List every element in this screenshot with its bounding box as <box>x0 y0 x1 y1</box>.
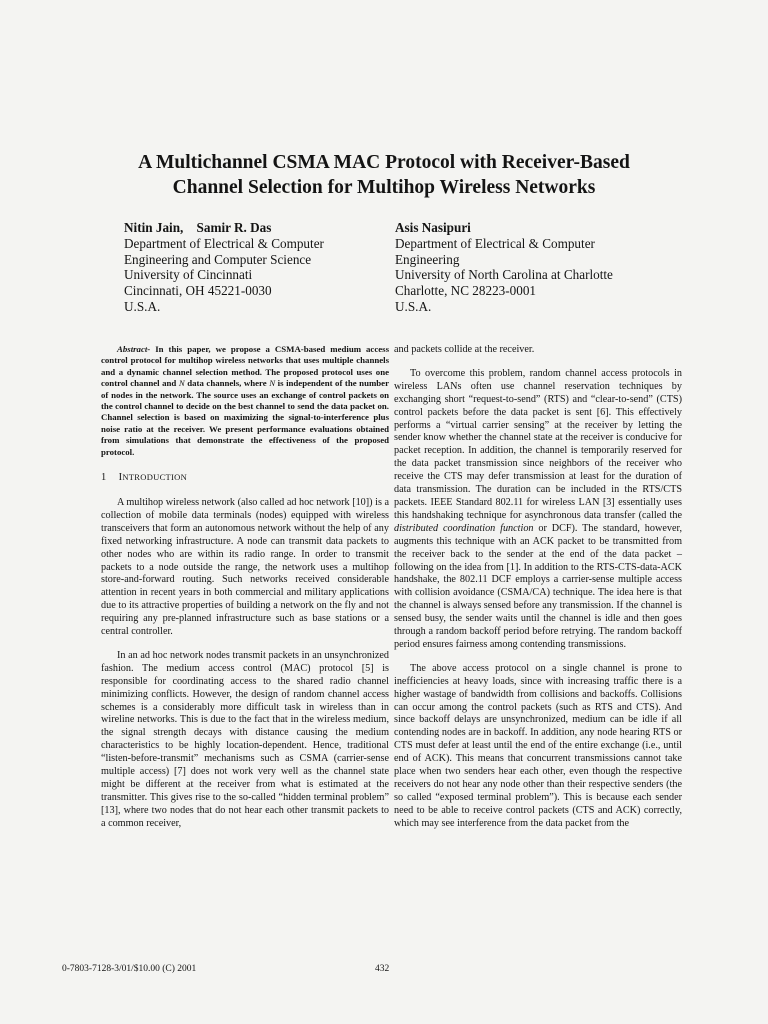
author-names-right: Asis Nasipuri <box>395 220 471 235</box>
body-paragraph: A multihop wireless network (also called ad hoc network [10]) is a collection of mobile data terminals (nodes) equipped with wireless transceivers that form an autonomous network without the help of any fixed networking infrastructure. A node can transmit data packets to other nodes who are within its radio range. In order to transmit packets to a node outside the range, the network uses a multihop store-and-forward routing. Such networks received considerable attention in recent years in both commercial and military applications due to its attractive properties of building a network on the fly and not requiring any pre-planned infrastructure such as base stations or a central controller. <box>101 496 389 638</box>
footer-isbn: 0-7803-7128-3/01/$10.00 (C) 2001 <box>62 964 197 974</box>
section-title-initial: I <box>118 472 123 484</box>
body-paragraph: In an ad hoc network nodes transmit packets in an unsynchronized fashion. The medium access control (MAC) protocol [5] is responsible for coordinating access to the shared radio channel minimizing conflicts. However, the design of random channel access schemes is a considerably more difficult task in wireless than in wireline networks. This is due to the fact that in the wireless medium, the signal strength decays with distance causing the medium characteristics to be highly location-dependent. Hence, traditional “listen-before-transmit” mechanisms such as CSMA (carrier-sense multiple access) [7] does not work very well as the channel state might be different at the receiver from what is estimated at the transmitter. This gives rise to the so-called “hidden terminal problem” [13], where two nodes that do not hear each other transmit packets to a common receiver, <box>101 649 389 829</box>
body-paragraph: The above access protocol on a single channel is prone to inefficiencies at heavy loads, since with increasing traffic there is a higher wastage of bandwidth from collisions and backoffs. Collisions can occur among the control packets (such as RTS and CTS). And since backoff delays are unsynchronized, medium can be idle if all contending nodes are in backoff. In addition, any node hearing RTS or CTS must defer at least until the end of the entire exchange (i.e., until end of ACK). This means that concurrent transmissions cannot take place when two senders hear each other, even though the respective receivers do not hear any node other than their respective senders (the so called “exposed terminal problem”). This is because each sender need to be able to receive control packets (CTS and ACK) correctly, which may see interference from the data packet from the <box>394 662 682 829</box>
affiliation-line: Engineering and Computer Science <box>124 251 312 267</box>
paper-title <box>100 150 668 200</box>
page-number: 432 <box>375 964 390 974</box>
abstract-text: is independent of the number of nodes in the network. The source uses an exchange of control packets on the control channel to decide on the best channel to send the data packet on. Channel selection is based on maximizing the signal-to-interference plus noise ratio at the receiver. We present performance evaluations obtained from simulations that demonstrate the effectiveness of the proposed protocol. <box>101 378 389 457</box>
abstract-text: data channels, where <box>184 378 270 389</box>
author-names-left: Nitin Jain, Samir R. Das <box>124 220 272 235</box>
abstract-text: In this paper, we propose a CSMA-based medium access control protocol for multihop wireless networks that uses multiple channels and a dynamic channel selection method. The proposed protocol uses one control channel and <box>101 344 389 389</box>
paragraph-text: To overcome this problem, random channel access protocols in wireless LANs often use channel reservation techniques by exchanging short “request-to-send” (RTS) and “clear-to-send” (CTS) control packets before the data packet is sent [6]. This effectively performs a “virtual carrier sensing” at the receiver by letting the sender know whether the channel state at the receiver is conducive for packet reception. In addition, the channel is temporarily reserved for the data packet transmission since neighbors of the receiver who receive the CTS may defer transmission at least for the duration of data transmission. The duration can be included in the RTS/CTS packets. IEEE Standard 802.11 for wireless LAN [3] essentially uses this handshaking technique for asynchronous data transfer (called the <box>394 367 682 521</box>
author-block-left <box>124 220 379 315</box>
math-symbol: N <box>178 378 185 389</box>
affiliation-line: Cincinnati, OH 45221-0030 <box>124 283 272 299</box>
affiliation-line: University of North Carolina at Charlotte <box>395 267 613 283</box>
affiliation-line: Department of Electrical & Computer <box>124 235 324 251</box>
left-column <box>101 344 389 842</box>
body-paragraph <box>394 368 682 652</box>
emphasized-term: distributed coordination function <box>394 522 534 534</box>
affiliation-line: U.S.A. <box>395 298 432 314</box>
abstract <box>101 344 389 458</box>
right-column <box>394 344 682 842</box>
title-line-1: A Multichannel CSMA MAC Protocol with Receiver-Based <box>138 152 630 173</box>
section-number: 1 <box>101 472 107 484</box>
affiliation-line: University of Cincinnati <box>124 267 253 283</box>
paragraph-text: or DCF). The standard, however, augments this technique with an ACK packet to be transmitted from the receiver back to the sender at the end of the data packet – following on the idea from [1]. In addition to the RTS-CTS-data-ACK handshake, the 802.11 DCF employs a carrier-sense multiple access with collision avoidance (CSMA/CA) technique. The idea here is that the channel is always sensed before any transmission. If the channel is sensed busy, the sender waits until the channel is idle and then goes through a random backoff period before retrying. The random backoff period ensures fairness among contending transmissions. <box>394 522 682 650</box>
section-title-rest: NTRODUCTION <box>122 472 188 483</box>
math-symbol: N <box>269 378 276 389</box>
abstract-label: Abstract- <box>117 344 151 354</box>
section-heading <box>101 471 389 485</box>
affiliation-line: Charlotte, NC 28223-0001 <box>395 283 537 299</box>
author-block-right <box>395 220 675 315</box>
affiliation-line: Engineering <box>395 251 460 267</box>
continued-paragraph: and packets collide at the receiver. <box>394 344 535 355</box>
affiliation-line: U.S.A. <box>124 298 161 314</box>
title-line-2: Channel Selection for Multihop Wireless Networks <box>172 177 596 198</box>
affiliation-line: Department of Electrical & Computer <box>395 235 595 251</box>
